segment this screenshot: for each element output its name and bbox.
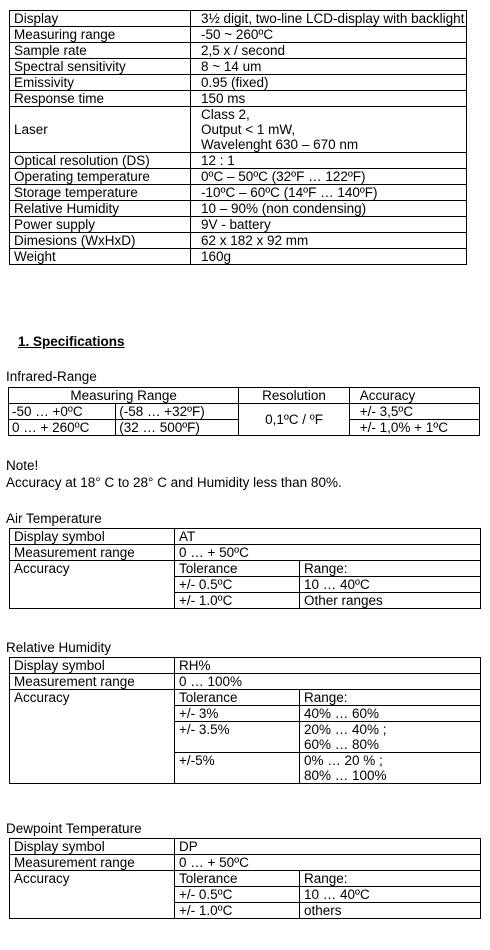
dewpoint-accuracy-table	[175, 871, 480, 918]
range-cell: 40% … 60%	[300, 706, 481, 722]
tolerance-header: Tolerance	[179, 690, 238, 705]
symbol-label: Display symbol	[10, 529, 175, 545]
range-fahrenheit: (-58 … +32ºF)	[116, 404, 239, 420]
spec-table	[9, 10, 467, 265]
spec-key: Relative Humidity	[10, 201, 191, 217]
range-cell: 10 … 40ºC	[300, 887, 481, 903]
range-fahrenheit: (32 … 500ºF)	[116, 420, 239, 436]
spec-value: 9V - battery	[191, 217, 467, 233]
spec-row	[10, 233, 467, 249]
range-value: 0 … + 50ºC	[175, 545, 481, 561]
symbol-label: Display symbol	[10, 839, 175, 855]
spec-row	[10, 217, 467, 233]
range-header: Range:	[300, 690, 481, 706]
symbol-label: Display symbol	[10, 658, 175, 674]
dewpoint-table	[9, 838, 481, 919]
note-text: Accuracy at 18° C to 28° C and Humidity less than 80%.	[6, 475, 342, 490]
range-label: Measurement range	[10, 855, 175, 871]
tolerance-value: +/- 3.5%	[175, 722, 300, 753]
spec-value: 10 – 90% (non condensing)	[191, 201, 467, 217]
humidity-accuracy-table	[175, 690, 480, 783]
air-accuracy-row	[10, 561, 481, 609]
spec-value: 8 ~ 14 um	[191, 59, 467, 75]
spec-key: Optical resolution (DS)	[10, 153, 191, 169]
spec-row	[10, 185, 467, 201]
spec-value: -10ºC – 60ºC (14ºF … 140ºF)	[191, 185, 467, 201]
air-range-row	[10, 545, 481, 561]
spec-row-display	[10, 11, 467, 27]
spec-value: 160g	[191, 249, 467, 265]
spec-row-laser	[10, 107, 467, 153]
accuracy-cell	[175, 690, 481, 784]
humidity-table	[9, 657, 481, 784]
range-cell: others	[300, 903, 481, 919]
symbol-value: RH%	[175, 658, 481, 674]
range-line: 60% … 80%	[304, 737, 380, 752]
resolution-value: 0,1ºC / ºF	[239, 404, 349, 436]
humidity-range-row	[10, 674, 481, 690]
air-symbol-row	[10, 529, 481, 545]
tolerance-value: +/- 1.0ºC	[175, 903, 300, 919]
infrared-row	[9, 404, 480, 420]
accuracy-label: Accuracy	[10, 561, 175, 609]
range-line: 80% … 100%	[304, 768, 387, 783]
range-value: 0 … 100%	[175, 674, 481, 690]
spec-value	[191, 107, 467, 153]
note-label: Note!	[6, 458, 39, 473]
spec-key: Operating temperature	[10, 169, 191, 185]
dewpoint-range-row	[10, 855, 481, 871]
dewpoint-accuracy-row	[10, 871, 481, 919]
range-cell: 10 … 40ºC	[300, 577, 481, 593]
infrared-header-row	[9, 388, 480, 404]
range-cell	[300, 722, 481, 753]
header-measuring-range: Measuring Range	[9, 388, 239, 404]
air-title: Air Temperature	[6, 511, 102, 526]
symbol-value: AT	[175, 529, 481, 545]
spec-key: Weight	[10, 249, 191, 265]
dewpoint-title: Dewpoint Temperature	[6, 821, 142, 836]
spec-row	[10, 43, 467, 59]
spec-key: Emissivity	[10, 75, 191, 91]
header-resolution: Resolution	[239, 388, 349, 404]
infrared-table	[8, 387, 480, 436]
tolerance-value: +/- 1.0ºC	[175, 593, 300, 609]
accuracy-value: +/- 3,5ºC	[349, 404, 479, 420]
humidity-accuracy-row	[10, 690, 481, 784]
dewpoint-symbol-row	[10, 839, 481, 855]
spec-value: 150 ms	[191, 91, 467, 107]
accuracy-label: Accuracy	[10, 690, 175, 784]
infrared-title: Infrared-Range	[6, 369, 97, 384]
spec-value: 12 : 1	[191, 153, 467, 169]
spec-key: Dimesions (WxHxD)	[10, 233, 191, 249]
laser-line: Output < 1 mW,	[201, 122, 296, 137]
range-line: 20% … 40% ;	[304, 722, 387, 737]
tolerance-value: +/- 0.5ºC	[175, 887, 300, 903]
range-cell	[300, 753, 481, 784]
spec-row	[10, 249, 467, 265]
range-label: Measurement range	[10, 545, 175, 561]
symbol-value: DP	[175, 839, 481, 855]
air-accuracy-table	[175, 561, 480, 608]
spec-row	[10, 169, 467, 185]
humidity-title: Relative Humidity	[6, 640, 112, 655]
laser-line: Class 2,	[201, 107, 250, 122]
spec-key: Power supply	[10, 217, 191, 233]
tolerance-header: Tolerance	[179, 561, 238, 576]
range-celsius: 0 … + 260ºC	[9, 420, 116, 436]
spec-value: 0.95 (fixed)	[191, 75, 467, 91]
range-value: 0 … + 50ºC	[175, 855, 481, 871]
range-label: Measurement range	[10, 674, 175, 690]
spec-key: Storage temperature	[10, 185, 191, 201]
range-celsius: -50 … +0ºC	[9, 404, 116, 420]
laser-line: Wavelenght 630 – 670 nm	[201, 137, 359, 152]
spec-value: -50 ~ 260ºC	[191, 27, 467, 43]
spec-value: 2,5 x / second	[191, 43, 467, 59]
spec-key: Display	[10, 11, 191, 27]
accuracy-label: Accuracy	[10, 871, 175, 919]
range-header: Range:	[300, 871, 481, 887]
tolerance-value: +/- 3%	[175, 706, 300, 722]
spec-key: Measuring range	[10, 27, 191, 43]
tolerance-value: +/- 0.5ºC	[175, 577, 300, 593]
spec-row	[10, 153, 467, 169]
spec-key: Sample rate	[10, 43, 191, 59]
accuracy-cell	[175, 871, 481, 919]
spec-row	[10, 27, 467, 43]
accuracy-cell	[175, 561, 481, 609]
header-accuracy: Accuracy	[349, 388, 479, 404]
accuracy-value: +/- 1,0% + 1ºC	[349, 420, 479, 436]
spec-value: 0ºC – 50ºC (32ºF … 122ºF)	[191, 169, 467, 185]
spec-row	[10, 75, 467, 91]
section-heading: 1. Specifications	[18, 334, 125, 349]
spec-row	[10, 91, 467, 107]
range-cell: Other ranges	[300, 593, 481, 609]
spec-value: 3½ digit, two-line LCD-display with backlight	[191, 11, 467, 27]
tolerance-value: +/-5%	[175, 753, 300, 784]
spec-key: Response time	[10, 91, 191, 107]
spec-value: 62 x 182 x 92 mm	[191, 233, 467, 249]
spec-key: Spectral sensitivity	[10, 59, 191, 75]
air-table	[9, 528, 481, 609]
spec-key: Laser	[10, 107, 191, 153]
spec-row	[10, 59, 467, 75]
spec-row	[10, 201, 467, 217]
range-header: Range:	[300, 561, 481, 577]
humidity-symbol-row	[10, 658, 481, 674]
tolerance-header: Tolerance	[179, 871, 238, 886]
range-line: 0% … 20 % ;	[304, 753, 383, 768]
